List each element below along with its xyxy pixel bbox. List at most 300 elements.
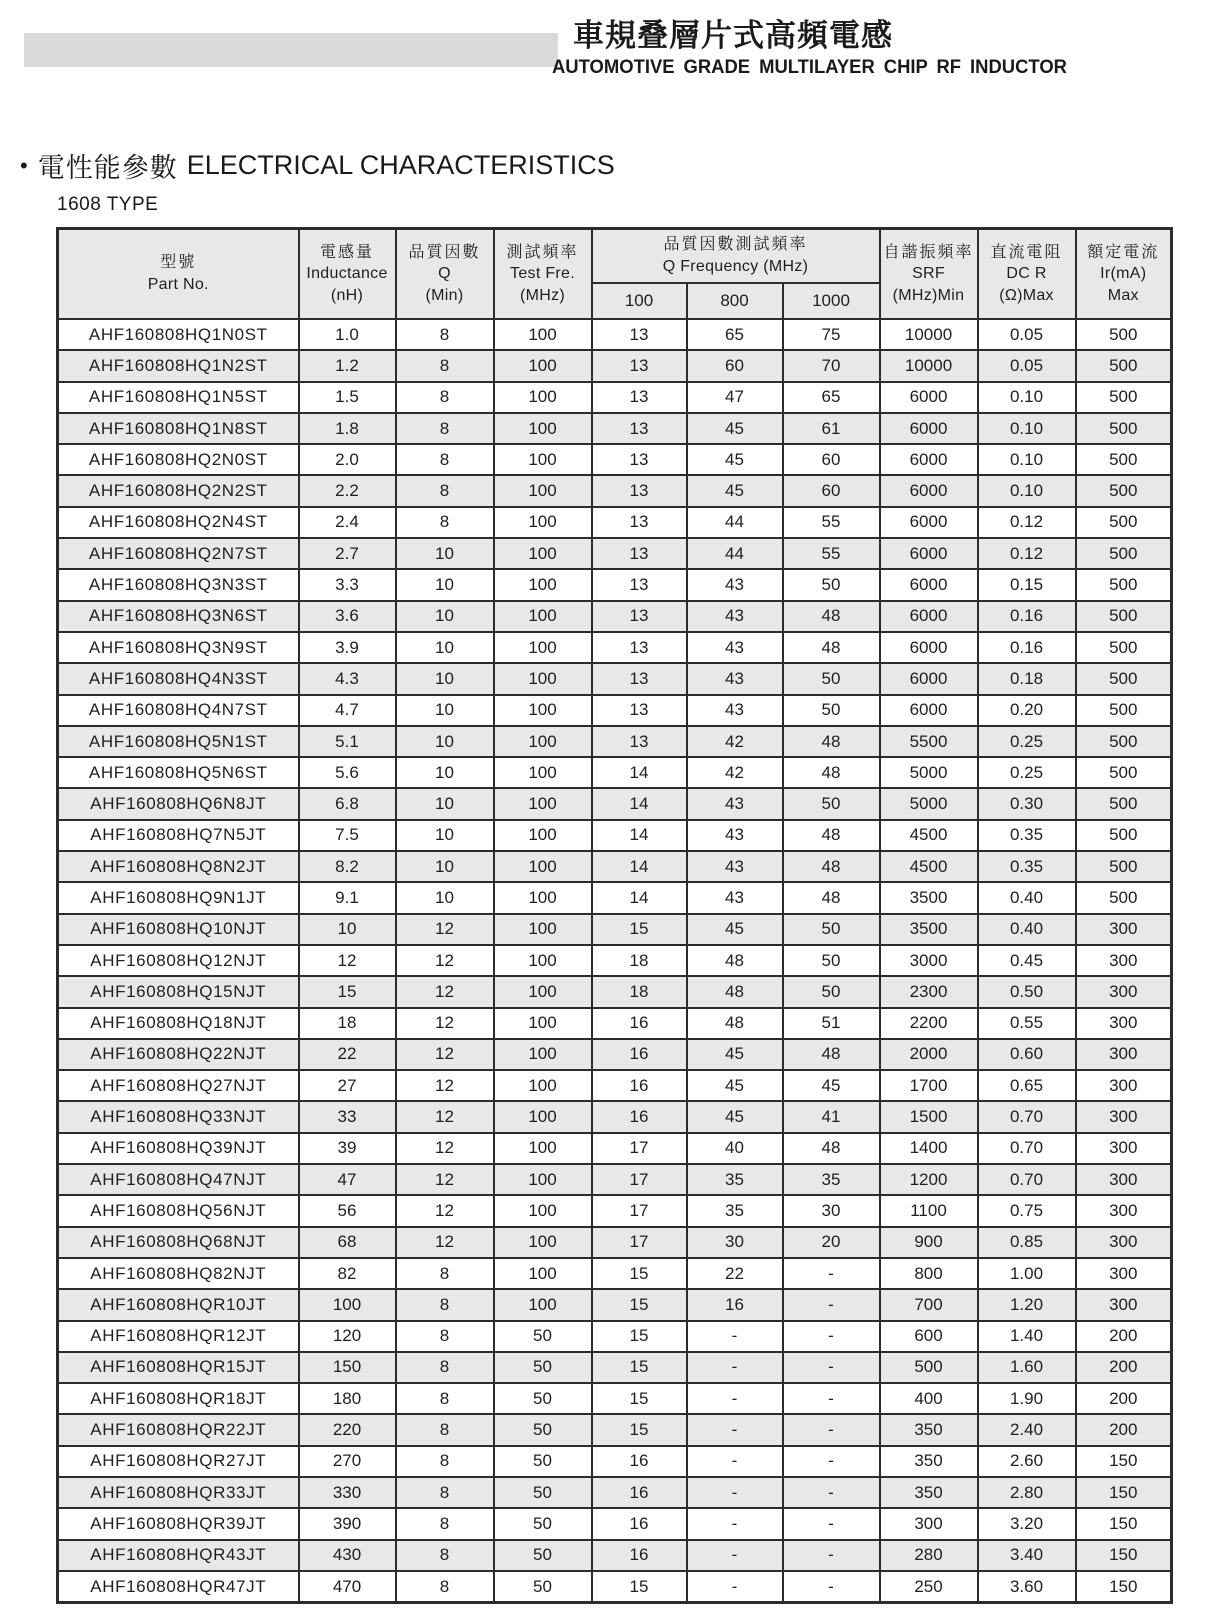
cell-q_100: 16 [592,1070,687,1101]
cell-q_100: 14 [592,757,687,788]
cell-srf: 10000 [880,319,978,350]
table-row [58,1508,1172,1539]
cell-ir: 500 [1076,788,1172,819]
table-row [58,1039,1172,1070]
cell-q_800: - [687,1321,783,1352]
cell-q_100: 15 [592,1289,687,1320]
doc-subtitle: AUTOMOTIVE GRADE MULTILAYER CHIP RF INDUCTOR [552,57,1067,78]
cell-q_100: 16 [592,1039,687,1070]
cell-srf: 1200 [880,1164,978,1195]
table-row [58,757,1172,788]
cell-q_1000: 50 [783,945,880,976]
cell-test_freq: 100 [494,851,592,882]
cell-test_freq: 50 [494,1352,592,1383]
cell-srf: 6000 [880,538,978,569]
cell-test_freq: 100 [494,914,592,945]
cell-q_800: 45 [687,413,783,444]
cell-q_800: 43 [687,788,783,819]
cell-ir: 500 [1076,507,1172,538]
cell-test_freq: 100 [494,882,592,913]
cell-q: 8 [396,1258,494,1289]
cell-part_no: AHF160808HQR39JT [58,1508,299,1539]
cell-dcr: 0.50 [978,976,1076,1007]
cell-dcr: 2.60 [978,1446,1076,1477]
cell-part_no: AHF160808HQ8N2JT [58,851,299,882]
cell-test_freq: 50 [494,1414,592,1445]
cell-q_1000: 48 [783,1133,880,1164]
cell-test_freq: 50 [494,1446,592,1477]
cell-srf: 6000 [880,569,978,600]
col-header-q-freq-100: 100 [592,283,687,319]
cell-dcr: 0.16 [978,601,1076,632]
cell-q_800: 48 [687,976,783,1007]
cell-ir: 300 [1076,1039,1172,1070]
cell-part_no: AHF160808HQ2N4ST [58,507,299,538]
cell-part_no: AHF160808HQ10NJT [58,914,299,945]
cell-q_1000: 60 [783,475,880,506]
cell-ir: 500 [1076,350,1172,381]
cell-q_1000: 48 [783,820,880,851]
cell-test_freq: 100 [494,1195,592,1226]
cell-dcr: 0.35 [978,820,1076,851]
cell-dcr: 0.30 [978,788,1076,819]
cell-inductance: 270 [299,1446,396,1477]
cell-inductance: 10 [299,914,396,945]
cell-q_100: 16 [592,1008,687,1039]
cell-part_no: AHF160808HQR12JT [58,1321,299,1352]
table-row [58,1571,1172,1603]
table-row [58,882,1172,913]
cell-test_freq: 100 [494,1008,592,1039]
table-row [58,1352,1172,1383]
table-row [58,1227,1172,1258]
cell-q_100: 13 [592,382,687,413]
cell-dcr: 3.60 [978,1571,1076,1603]
cell-q_1000: - [783,1508,880,1539]
cell-q_100: 15 [592,1571,687,1603]
col-header-part-no-cjk: 型號 [160,254,197,272]
cell-ir: 300 [1076,945,1172,976]
cell-test_freq: 100 [494,1289,592,1320]
cell-q: 8 [396,1352,494,1383]
cell-q: 8 [396,350,494,381]
cell-srf: 6000 [880,695,978,726]
cell-part_no: AHF160808HQR47JT [58,1571,299,1603]
cell-q: 10 [396,538,494,569]
col-header-dcr-cjk: 直流電阻 [990,243,1063,261]
cell-q_800: 45 [687,914,783,945]
cell-srf: 6000 [880,507,978,538]
col-header-q-freq-800: 800 [687,283,783,319]
cell-dcr: 0.40 [978,882,1076,913]
cell-q_1000: 20 [783,1227,880,1258]
cell-q_1000: 50 [783,569,880,600]
cell-ir: 300 [1076,1101,1172,1132]
cell-test_freq: 100 [494,1101,592,1132]
cell-test_freq: 100 [494,1164,592,1195]
cell-part_no: AHF160808HQ5N1ST [58,726,299,757]
cell-srf: 1400 [880,1133,978,1164]
cell-test_freq: 100 [494,507,592,538]
table-row [58,726,1172,757]
table-row [58,413,1172,444]
cell-q_100: 16 [592,1101,687,1132]
cell-q_800: 45 [687,444,783,475]
cell-q: 8 [396,1508,494,1539]
cell-q_800: 43 [687,882,783,913]
cell-q_1000: - [783,1477,880,1508]
cell-q_100: 13 [592,475,687,506]
cell-inductance: 3.3 [299,569,396,600]
cell-q: 12 [396,914,494,945]
cell-inductance: 15 [299,976,396,1007]
cell-dcr: 3.40 [978,1540,1076,1571]
cell-q_800: 42 [687,726,783,757]
cell-q_100: 13 [592,695,687,726]
cell-dcr: 0.65 [978,1070,1076,1101]
cell-part_no: AHF160808HQ3N6ST [58,601,299,632]
cell-q_100: 16 [592,1508,687,1539]
cell-part_no: AHF160808HQ2N7ST [58,538,299,569]
cell-q_100: 14 [592,788,687,819]
cell-q_100: 13 [592,444,687,475]
cell-part_no: AHF160808HQ6N8JT [58,788,299,819]
col-header-srf-en: SRF [912,265,945,283]
col-header-q-frequency-group [592,229,880,284]
cell-inductance: 2.0 [299,444,396,475]
col-header-q [396,229,494,320]
cell-dcr: 1.00 [978,1258,1076,1289]
col-header-q-frequency-en: Q Frequency (MHz) [662,258,809,275]
cell-q_1000: 75 [783,319,880,350]
cell-part_no: AHF160808HQ2N2ST [58,475,299,506]
cell-q: 8 [396,1289,494,1320]
cell-part_no: AHF160808HQ82NJT [58,1258,299,1289]
cell-q: 12 [396,945,494,976]
cell-srf: 3000 [880,945,978,976]
cell-dcr: 0.55 [978,1008,1076,1039]
cell-srf: 2300 [880,976,978,1007]
cell-test_freq: 100 [494,1070,592,1101]
cell-test_freq: 100 [494,1258,592,1289]
cell-srf: 4500 [880,820,978,851]
cell-q: 8 [396,1540,494,1571]
cell-q_800: 22 [687,1258,783,1289]
table-row [58,1101,1172,1132]
cell-ir: 500 [1076,757,1172,788]
cell-ir: 300 [1076,976,1172,1007]
bullet-icon: • [20,152,28,178]
cell-q: 10 [396,695,494,726]
table-row [58,1477,1172,1508]
table-row [58,1289,1172,1320]
cell-test_freq: 100 [494,444,592,475]
cell-test_freq: 100 [494,757,592,788]
cell-srf: 2200 [880,1008,978,1039]
cell-test_freq: 100 [494,601,592,632]
cell-q_1000: 55 [783,507,880,538]
cell-q_800: 48 [687,945,783,976]
cell-test_freq: 100 [494,976,592,1007]
col-header-q-frequency-cjk: 品質因數測試頻率 [663,236,808,254]
cell-ir: 200 [1076,1383,1172,1414]
cell-q_100: 15 [592,914,687,945]
col-header-part-no [58,229,299,320]
type-label: 1608 TYPE [57,194,159,215]
cell-ir: 500 [1076,413,1172,444]
cell-part_no: AHF160808HQR10JT [58,1289,299,1320]
cell-q_1000: 45 [783,1070,880,1101]
cell-dcr: 0.15 [978,569,1076,600]
cell-q_100: 13 [592,632,687,663]
cell-q_1000: 48 [783,851,880,882]
cell-inductance: 33 [299,1101,396,1132]
cell-q_800: 42 [687,757,783,788]
cell-part_no: AHF160808HQ9N1JT [58,882,299,913]
cell-srf: 350 [880,1446,978,1477]
cell-q_800: 43 [687,663,783,694]
cell-q_1000: 70 [783,350,880,381]
cell-inductance: 68 [299,1227,396,1258]
cell-test_freq: 50 [494,1321,592,1352]
cell-inductance: 5.1 [299,726,396,757]
cell-ir: 300 [1076,914,1172,945]
cell-q_800: 44 [687,538,783,569]
cell-inductance: 1.5 [299,382,396,413]
cell-q_800: 16 [687,1289,783,1320]
cell-q_1000: - [783,1289,880,1320]
cell-q_800: 35 [687,1164,783,1195]
cell-dcr: 0.35 [978,851,1076,882]
table-row [58,1258,1172,1289]
cell-ir: 500 [1076,569,1172,600]
cell-part_no: AHF160808HQ22NJT [58,1039,299,1070]
cell-srf: 5000 [880,788,978,819]
col-header-ir-unit: Max [1107,286,1139,304]
cell-inductance: 2.7 [299,538,396,569]
cell-ir: 500 [1076,820,1172,851]
cell-srf: 2000 [880,1039,978,1070]
cell-srf: 1500 [880,1101,978,1132]
cell-dcr: 0.12 [978,538,1076,569]
cell-inductance: 2.4 [299,507,396,538]
cell-part_no: AHF160808HQ27NJT [58,1070,299,1101]
cell-srf: 1700 [880,1070,978,1101]
cell-part_no: AHF160808HQ1N2ST [58,350,299,381]
cell-q_1000: - [783,1352,880,1383]
cell-dcr: 0.70 [978,1133,1076,1164]
cell-q_100: 17 [592,1195,687,1226]
cell-dcr: 0.05 [978,350,1076,381]
cell-q_800: 44 [687,507,783,538]
cell-test_freq: 50 [494,1477,592,1508]
cell-test_freq: 50 [494,1508,592,1539]
table-row [58,1008,1172,1039]
cell-dcr: 0.10 [978,475,1076,506]
cell-inductance: 4.7 [299,695,396,726]
cell-part_no: AHF160808HQ3N9ST [58,632,299,663]
table-row [58,601,1172,632]
cell-q: 10 [396,851,494,882]
cell-ir: 300 [1076,1008,1172,1039]
cell-dcr: 0.45 [978,945,1076,976]
cell-q: 10 [396,757,494,788]
cell-dcr: 0.16 [978,632,1076,663]
cell-ir: 500 [1076,601,1172,632]
logo-placeholder [24,33,558,67]
cell-q: 8 [396,1477,494,1508]
cell-q_800: 47 [687,382,783,413]
cell-srf: 5000 [880,757,978,788]
cell-inductance: 220 [299,1414,396,1445]
cell-q: 8 [396,1571,494,1603]
cell-q_1000: 50 [783,695,880,726]
cell-q: 12 [396,1101,494,1132]
cell-q: 12 [396,1008,494,1039]
cell-q_100: 17 [592,1164,687,1195]
cell-q_100: 18 [592,945,687,976]
table-row [58,1133,1172,1164]
cell-part_no: AHF160808HQ15NJT [58,976,299,1007]
cell-q_800: 43 [687,820,783,851]
cell-inductance: 1.2 [299,350,396,381]
cell-test_freq: 100 [494,569,592,600]
cell-inductance: 430 [299,1540,396,1571]
cell-q: 12 [396,1164,494,1195]
cell-dcr: 0.05 [978,319,1076,350]
section-heading-cjk: 電性能參數 [37,153,178,183]
table-row [58,1164,1172,1195]
cell-inductance: 100 [299,1289,396,1320]
cell-part_no: AHF160808HQ39NJT [58,1133,299,1164]
cell-inductance: 180 [299,1383,396,1414]
table-row [58,1414,1172,1445]
cell-q_100: 16 [592,1540,687,1571]
cell-srf: 3500 [880,882,978,913]
cell-q_1000: 50 [783,788,880,819]
cell-q_800: - [687,1414,783,1445]
cell-ir: 500 [1076,538,1172,569]
cell-q_100: 14 [592,851,687,882]
cell-q: 8 [396,1383,494,1414]
col-header-ir-en: Ir(mA) [1100,265,1147,283]
cell-q: 8 [396,475,494,506]
cell-q_1000: - [783,1571,880,1603]
cell-q_800: - [687,1383,783,1414]
cell-q_1000: - [783,1414,880,1445]
cell-q: 12 [396,1227,494,1258]
cell-test_freq: 100 [494,820,592,851]
table-row [58,569,1172,600]
cell-q_100: 15 [592,1383,687,1414]
cell-q_1000: 48 [783,601,880,632]
table-row [58,914,1172,945]
table-row [58,1540,1172,1571]
cell-inductance: 12 [299,945,396,976]
cell-q_1000: 35 [783,1164,880,1195]
cell-q_800: 43 [687,851,783,882]
cell-q_1000: 48 [783,726,880,757]
cell-dcr: 0.75 [978,1195,1076,1226]
col-header-inductance-unit: (nH) [330,286,364,304]
cell-q_100: 13 [592,319,687,350]
cell-q_100: 16 [592,1477,687,1508]
cell-q_800: 45 [687,1101,783,1132]
cell-srf: 6000 [880,475,978,506]
cell-inductance: 6.8 [299,788,396,819]
col-header-srf-unit: (MHz)Min [892,286,965,304]
cell-q_100: 13 [592,413,687,444]
cell-inductance: 4.3 [299,663,396,694]
cell-inductance: 8.2 [299,851,396,882]
cell-part_no: AHF160808HQ18NJT [58,1008,299,1039]
cell-q: 8 [396,507,494,538]
cell-q_100: 17 [592,1133,687,1164]
cell-q_800: - [687,1508,783,1539]
cell-dcr: 0.10 [978,444,1076,475]
cell-ir: 200 [1076,1321,1172,1352]
cell-ir: 150 [1076,1571,1172,1603]
cell-part_no: AHF160808HQ1N5ST [58,382,299,413]
cell-test_freq: 100 [494,538,592,569]
cell-q_100: 14 [592,882,687,913]
cell-q: 8 [396,413,494,444]
cell-q_800: 43 [687,569,783,600]
cell-q_100: 18 [592,976,687,1007]
cell-q_100: 15 [592,1352,687,1383]
cell-srf: 600 [880,1321,978,1352]
cell-q_800: - [687,1571,783,1603]
table-row [58,382,1172,413]
cell-q_100: 13 [592,350,687,381]
cell-q: 8 [396,1321,494,1352]
cell-q: 10 [396,788,494,819]
cell-q_1000: 50 [783,914,880,945]
cell-srf: 4500 [880,851,978,882]
cell-ir: 500 [1076,444,1172,475]
cell-q_1000: 51 [783,1008,880,1039]
cell-q: 12 [396,1195,494,1226]
table-row [58,1446,1172,1477]
cell-q_1000: 65 [783,382,880,413]
cell-part_no: AHF160808HQ56NJT [58,1195,299,1226]
cell-q_100: 13 [592,663,687,694]
col-header-test-freq-cjk: 測試頻率 [506,243,579,261]
col-header-srf-cjk: 自諧振頻率 [883,243,974,261]
cell-dcr: 3.20 [978,1508,1076,1539]
cell-q: 10 [396,882,494,913]
cell-inductance: 120 [299,1321,396,1352]
cell-test_freq: 100 [494,1039,592,1070]
cell-q: 10 [396,726,494,757]
cell-inductance: 5.6 [299,757,396,788]
cell-q: 12 [396,1133,494,1164]
cell-ir: 300 [1076,1070,1172,1101]
cell-part_no: AHF160808HQ1N8ST [58,413,299,444]
cell-inductance: 9.1 [299,882,396,913]
cell-ir: 300 [1076,1258,1172,1289]
cell-dcr: 0.25 [978,726,1076,757]
cell-q: 10 [396,569,494,600]
cell-part_no: AHF160808HQR15JT [58,1352,299,1383]
cell-part_no: AHF160808HQ12NJT [58,945,299,976]
cell-q_1000: 48 [783,1039,880,1070]
table-row [58,444,1172,475]
col-header-dcr-unit: (Ω)Max [999,286,1054,304]
cell-inductance: 27 [299,1070,396,1101]
cell-q_800: 45 [687,1070,783,1101]
cell-inductance: 22 [299,1039,396,1070]
